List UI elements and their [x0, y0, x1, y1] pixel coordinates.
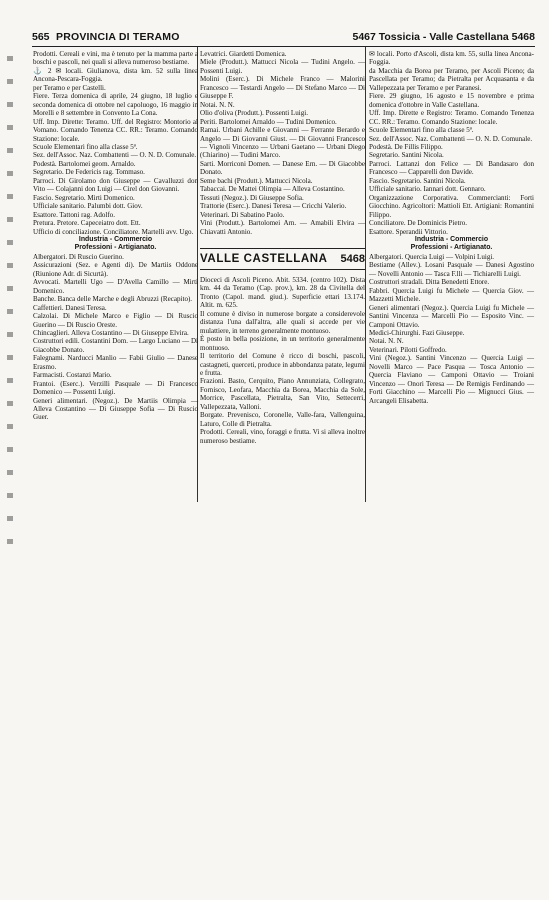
entry-paragraph: Borgate. Prevenisco, Coronelle, Valle-fara, Vallenguina, Laturo, Colle di Pietralta. [200, 411, 365, 428]
column-left [33, 50, 198, 422]
entry-paragraph: Fiere. 29 giugno, 16 agosto e 15 novembre e prima domenica d'ottobre in Valle Castellana. [369, 92, 534, 109]
entry-paragraph: Veterinari. Pilotti Goffredo. [369, 345, 447, 354]
entry-paragraph: Segretario. De Federicis rag. Tommaso. [33, 168, 145, 177]
entry-paragraph: Olio d'oliva (Produtt.). Possenti Luigi. [200, 109, 308, 118]
entry-paragraph: Assicurazioni (Sez. e Agenti di). De Martiis Oddone (Riunione Adr. di Sicurtà). [33, 261, 198, 278]
entry-paragraph: Costruttori edili. Costantini Dom. — Largo Luciano — Di Giacobbe Donato. [33, 337, 198, 354]
entry-paragraph: Industria - Commercio [78, 235, 153, 243]
entry-paragraph: Il territorio del Comune è ricco di boschi, pascoli, castagneti, querceti, produce in abbondanza patate, legumi e frutta. [200, 352, 365, 377]
entry-paragraph: Veterinari. Di Sabatino Paolo. [200, 210, 285, 219]
section-name: VALLE CASTELLANA [200, 252, 328, 265]
entry-paragraph: Albergatori. Quercia Luigi — Volpini Luigi. [369, 252, 495, 261]
entry-paragraph: Seme bachi (Produtt.). Mattucci Nicola. [200, 176, 313, 185]
entry-paragraph: Calzolai. Di Michele Marco e Figlio — Di Ruscio Guerino — Di Ruscio Oreste. [33, 312, 198, 329]
entry-paragraph: Parroci. Di Girolamo don Giuseppe — Cavalluzzi don Vito — Colajanni don Luigi — Cirel don Giovanni. [33, 176, 198, 194]
entry-paragraph: Esattore. Sperandii Vittorio. [369, 227, 448, 236]
entry-paragraph: Uff. Imp. Dirette: Teramo. Uff. del Registro: Montorio al Vomano. Comando Tenenza CC. RR.: Teramo. Comando Stazione: locale. [33, 117, 198, 143]
entry-paragraph: Ramai. Urbani Achille e Giovanni — Ferrante Berardo e Angelo — Di Giovanni Giust. — Di Giovanni Francesco — Vignoli Vincenzo — Urbani Gaetano — Urbani Diego (Chiarino) — Tudini Marco. [200, 126, 365, 160]
entry-paragraph: Professioni - Artigianato. [74, 244, 157, 252]
entry-paragraph: Molini (Eserc.). Di Michele Franco — Malorini Francesco — Testardi Angelo — Di Stefano Marco — Di Giuseppe F. [200, 75, 365, 101]
entry-paragraph: È posto in bella posizione, in un territorio generalmente montuoso. [200, 335, 365, 352]
entry-paragraph: Avvocati. Martelli Ugo — D'Avella Camillo — Mirti Domenico. [33, 278, 198, 295]
entry-paragraph: Periti. Bartolomei Arnaldo — Tudini Domenico. [200, 117, 337, 126]
entry-paragraph: Tessuti (Negoz.). Di Giuseppe Sofia. [200, 193, 304, 202]
entry-paragraph: Banche. Banca delle Marche e degli Abruzzi (Recapito). [33, 295, 193, 304]
entry-paragraph: Falegnami. Narducci Manlio — Fabii Giulio — Danese Erasmo. [33, 354, 198, 371]
entry-paragraph: Vini (Negoz.). Santini Vincenzo — Quercia Luigi — Novelli Marco — Pace Pasqua — Tosca Antonio — Quercia Flaviano — Camponi Ottavio — Troiani Vincenzo — Onori Teresa — De Remigis Ferdinando — Forti Giacchino — Marcelli Pio — Mignucci Gius. — Arcangeli Elisabetta. [369, 354, 534, 405]
entry-paragraph: Generi alimentari. (Negoz.). De Martiis Olimpia — Alleva Costantino — Di Giuseppe Sofia — Di Ruscio Guer. [33, 396, 198, 422]
entry-paragraph: Bestiame (Allev.). Losani Pasquale — Danesi Agostino — Novelli Antonio — Tasca F.lli — Tichiarelli Luigi. [369, 261, 534, 278]
valle-castellana-intro [200, 276, 365, 445]
page-header [32, 31, 535, 45]
entry-paragraph: Scuole Elementari fino alla classe 5ª. [369, 126, 474, 135]
header-province-title: PROVINCIA DI TERAMO [56, 31, 180, 43]
entry-paragraph: Caffettieri. Danesi Teresa. [33, 303, 107, 312]
entry-paragraph: Ufficiale sanitario. Palumbi dott. Giov. [33, 202, 143, 211]
entry-paragraph: Esattore. Tattoni rag. Adolfo. [33, 210, 115, 219]
entry-paragraph: Pretura. Pretore. Capeceiatro dott. Ett. [33, 219, 141, 228]
entry-paragraph: ⚓ 2 ✉ locali. Giulianova, dista km. 52 sulla linea Ancona-Pescara-Foggia. [33, 66, 198, 84]
entry-paragraph: Albergatori. Di Ruscio Guerino. [33, 252, 124, 261]
entry-paragraph: Fascio. Segretario. Mirti Domenico. [33, 193, 135, 202]
section-heading [200, 248, 365, 270]
entry-paragraph: Industria - Commercio [414, 235, 489, 243]
entry-paragraph: Conciliatore. De Dominicis Pietro. [369, 219, 468, 228]
entry-paragraph: per Teramo e per Castelli. [33, 83, 106, 92]
entry-paragraph: Medici-Chirurghi. Fazi Giuseppe. [369, 328, 465, 337]
header-range-title: 5467 Tossicia - Valle Castellana 5468 [352, 31, 535, 43]
entry-paragraph: Notai. N. N. [369, 337, 404, 346]
entry-paragraph: Scuole Elementari fino alla classe 5ª. [33, 142, 138, 151]
entry-paragraph: Il comune è diviso in numerose borgate a considerevole distanza l'una dall'altra, alle quali si accede per vie mulattiere, in terreno generalmente montuoso. [200, 309, 365, 335]
entry-paragraph: Sez. dell'Assoc. Naz. Combattenti — O. N. D. Comunale. [33, 151, 197, 160]
entry-paragraph: Fabbri. Quercia Luigi fu Michele — Quercia Giov. — Mazzetti Michele. [369, 286, 534, 304]
entry-paragraph: Podestà. De Fillis Filippo. [369, 142, 443, 151]
entry-paragraph: Dioceci di Ascoli Piceno. Abit. 5334. (centro 102). Dista km. 44 da Teramo (Cap. prov.), km. 28 da Civitella del Tronto (Capol. mand. giud.). Superficie ettari 13.174. Altit. m. 625. [200, 275, 365, 310]
section-number: 5468 [340, 252, 365, 265]
column-right [369, 50, 534, 405]
entry-paragraph: Notai. N. N. [200, 100, 235, 109]
entry-paragraph: Sarti. Morriconi Domen. — Danese Ern. — Di Giacobbe Donato. [200, 159, 365, 177]
entry-paragraph: Fiere. Terza domenica di aprile, 24 giugno, 18 luglio e seconda domenica di ottobre nel capoluogo, 16 maggio in Morelli e 8 settembre in Convento La Cona. [33, 92, 198, 118]
entry-paragraph: Miele (Produtt.). Mattucci Nicola — Tudini Angelo. — Possenti Luigi. [200, 58, 365, 75]
page-number: 565 [32, 31, 50, 43]
column-middle [200, 50, 365, 445]
entry-paragraph: Organizzazione Corporativa. Commercianti: Forti Giocchino. Agricoltori: Mattioli Ett. Artigiani: Romantini Filippo. [369, 193, 534, 219]
scan-margin-marks [4, 38, 16, 598]
entry-paragraph: Tabaccai. De Mattei Olimpia — Alleva Costantino. [200, 185, 345, 194]
entry-paragraph: Vini (Produtt.). Bartolomei Arn. — Amabili Elvira — Chiavatti Antonio. [200, 219, 365, 236]
entry-paragraph: Podestà. Bartolomei geom. Arnaldo. [33, 159, 136, 168]
entry-paragraph: Frazioni. Basto, Cerquito, Piano Annunziata, Collegrato, Fornisco, Leofara, Macchia da Borea, Macchia da Sole, Morrice, Pascellata, Pietralta, San Vito, Settecerri, Vallepezzata, Valloni. [200, 377, 365, 411]
entry-paragraph: Farmacisti. Costanzi Mario. [33, 371, 112, 380]
entry-paragraph: da Macchia da Borea per Teramo, per Ascoli Piceno; da Pascellata per Teramo; da Pietralta per Acquasanta e da Vallepezzata per Teramo e per Paranesi. [369, 66, 534, 92]
entry-paragraph: Parroci. Lattanzi don Felice — Di Bandasaro don Francesco — Capparelli don Davide. [369, 159, 534, 177]
entry-paragraph: Levatrici. Giardetti Domenica. [200, 50, 287, 58]
entry-paragraph: Ufficio di conciliazione. Conciliatore. Martelli avv. Ugo. [33, 227, 194, 236]
entry-paragraph: Professioni - Artigianato. [410, 244, 493, 252]
entry-paragraph: Generi alimentari (Negoz.). Quercia Luigi fu Michele — Santini Vincenza — Marcelli Pio — Esposito Vinc. — Camponi Ottavio. [369, 303, 534, 329]
entry-paragraph: Frantoi. (Eserc.). Verzilli Pasquale — Di Francesco Domenico — Possenti Luigi. [33, 379, 198, 397]
column-divider-2 [365, 47, 366, 502]
entry-paragraph: Fascio. Segretario. Santini Nicola. [369, 176, 466, 185]
entry-paragraph: ✉ locali. Porto d'Ascoli, dista km. 55, sulla linea Ancona-Foggia. [369, 50, 534, 67]
entry-paragraph: Costruttori stradali. Ditta Benedetti Ettore. [369, 278, 490, 287]
entry-paragraph: Trattorie (Eserc.). Danesi Teresa — Cricchi Valerio. [200, 202, 347, 211]
header-rule [32, 46, 535, 47]
entry-paragraph: Segretario. Santini Nicola. [369, 151, 444, 160]
entry-paragraph: Chincaglieri. Alleva Costantino — Di Giuseppe Elvira. [33, 328, 189, 337]
entry-paragraph: Sez. dell'Assoc. Naz. Combattenti — O. N. D. Comunale. [369, 134, 533, 143]
entry-paragraph: Prodotti. Cereali e vini, ma è tenuto per la mamma parte a boschi e pascoli, nei quali si alleva numeroso bestiame. [33, 50, 198, 67]
entry-paragraph: Uff. Imp. Dirette e Registro: Teramo. Comando Tenenza CC. RR.: Teramo. Comando Stazione: locale. [369, 109, 534, 126]
entry-paragraph: Ufficiale sanitario. Iannari dott. Gennaro. [369, 185, 486, 194]
tossicia-continued [200, 50, 365, 236]
entry-paragraph: Prodotti. Cereali, vino, foraggi e frutta. Vi si alleva inoltre numeroso bestiame. [200, 428, 365, 445]
